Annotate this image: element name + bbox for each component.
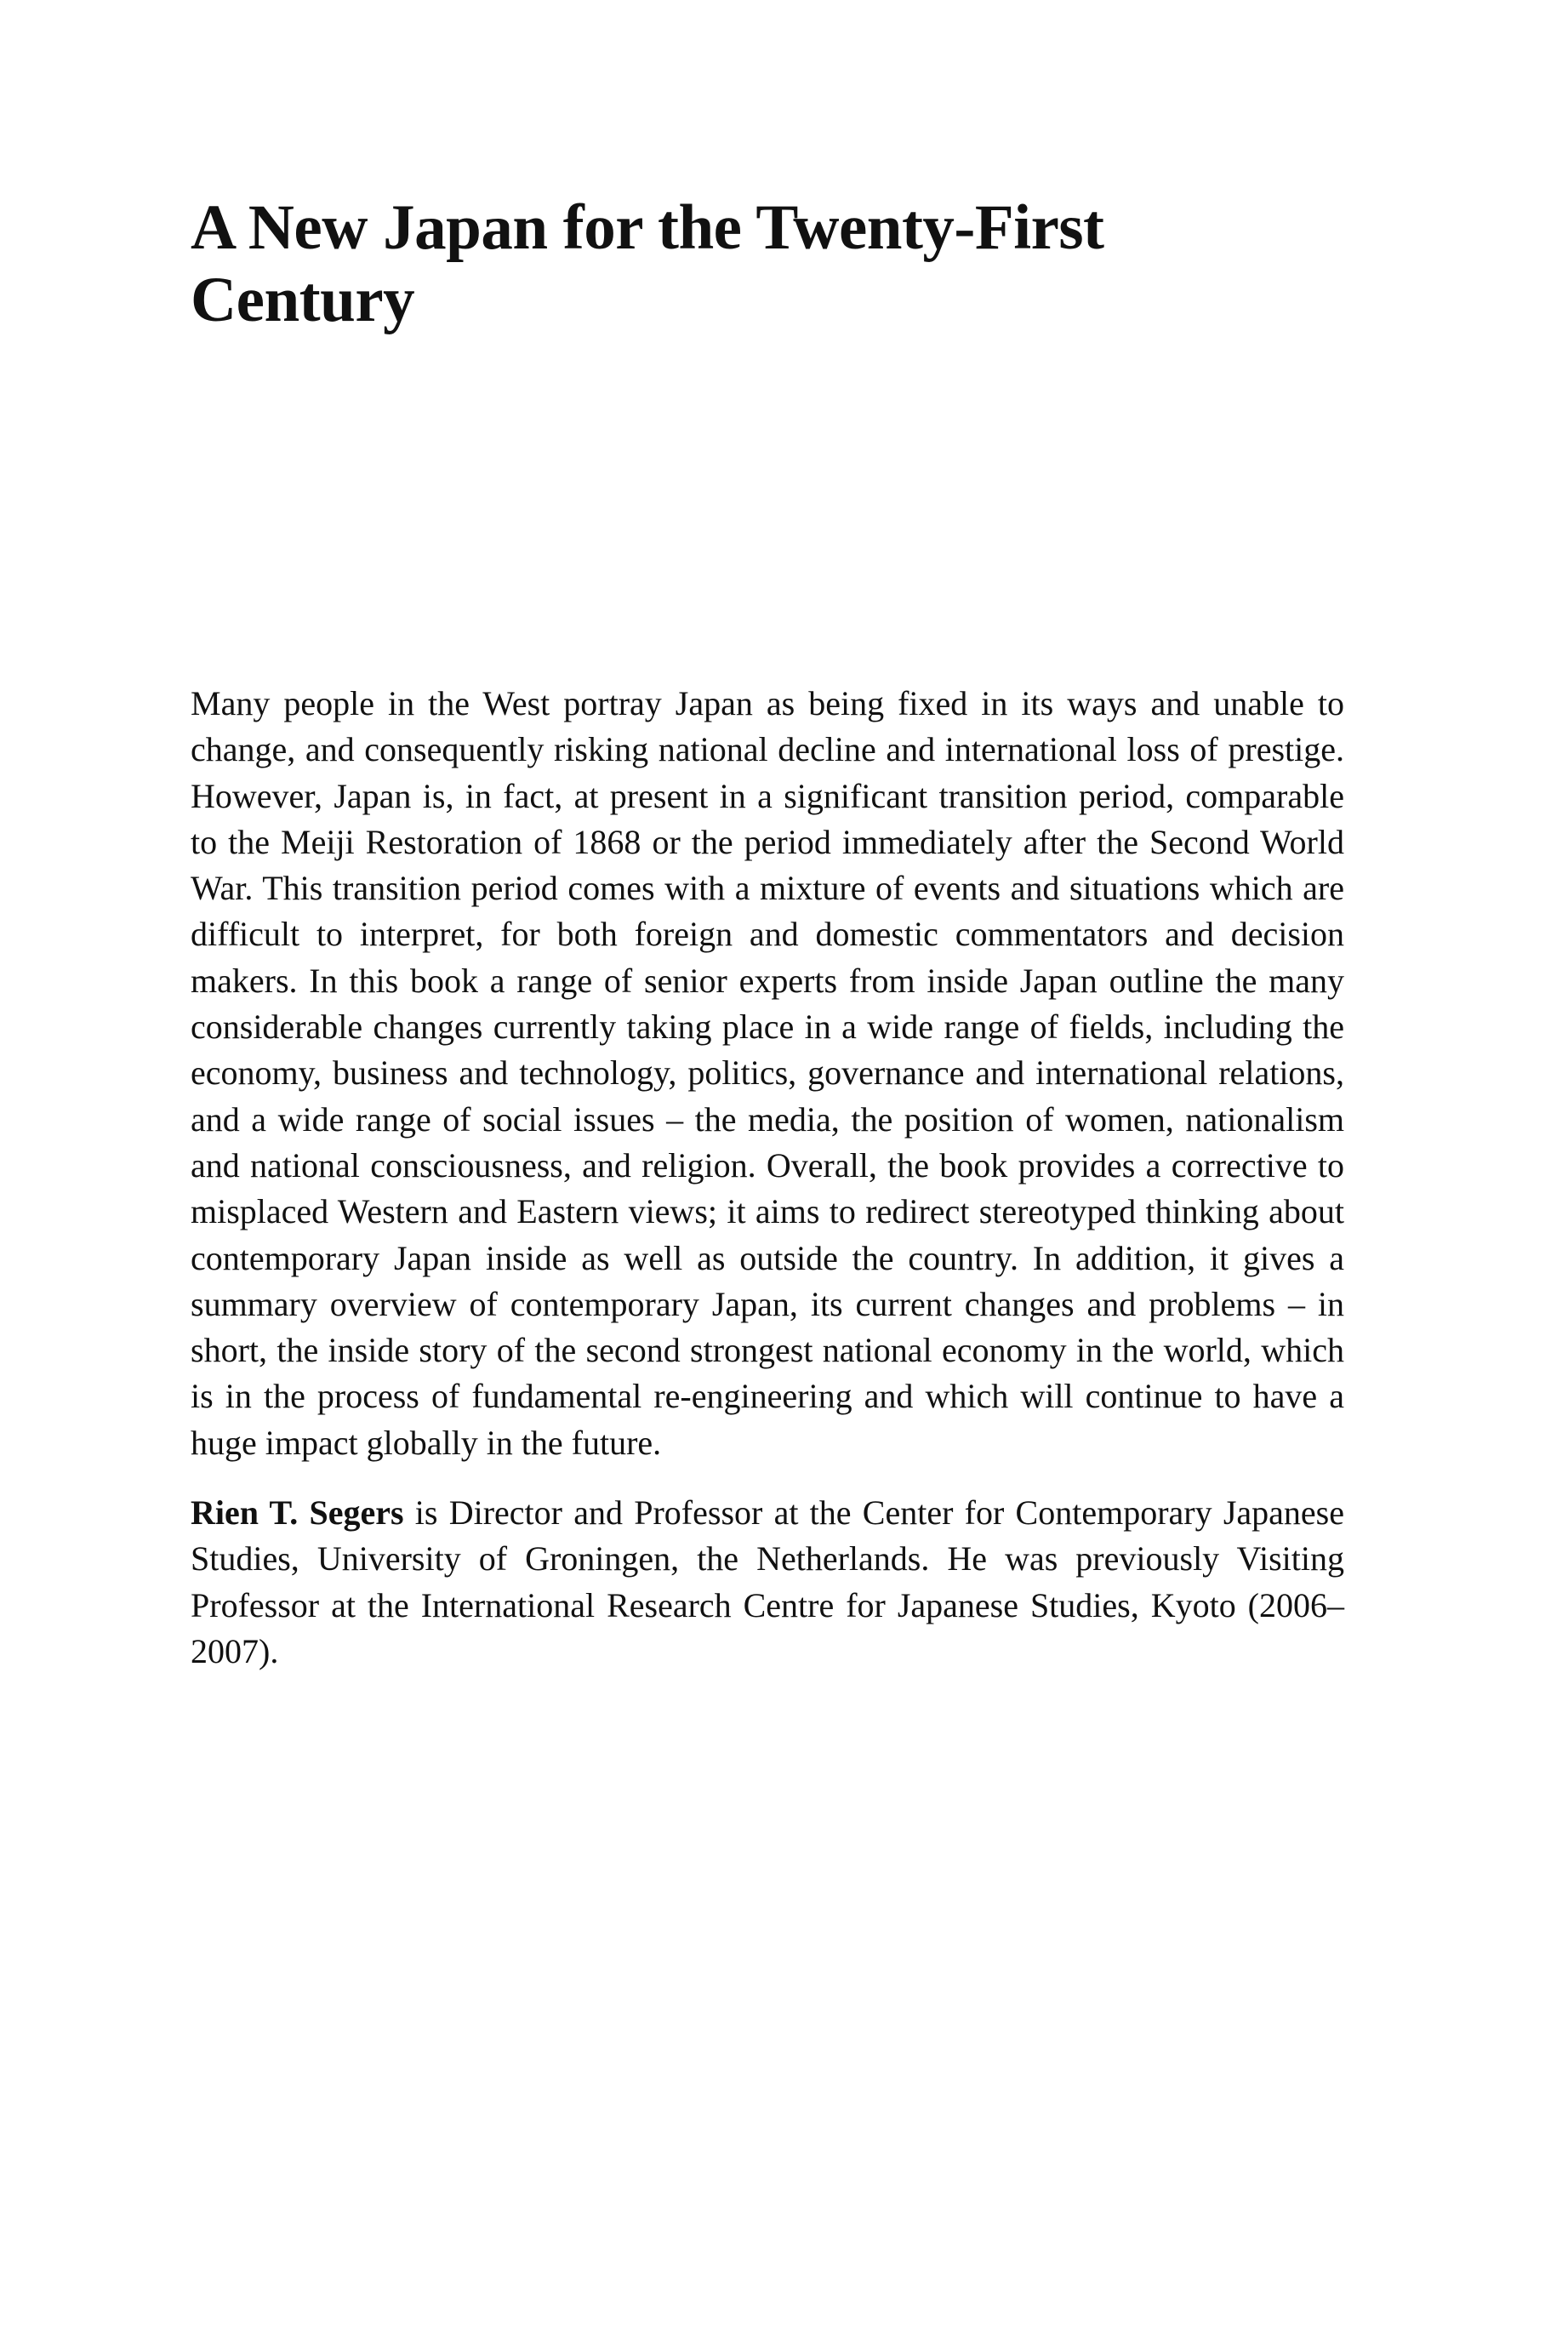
- author-bio: [191, 1490, 1344, 1675]
- book-description: Many people in the West portray Japan as being fixed in its ways and unable to change, and consequently risking national decline and international loss of prestige. However, Japan is, in fact, at present in a significant transition period, comparable to the Meiji Restoration of 1868 or the period immediately after the Second World War. This transition period comes with a mixture of events and situations which are difficult to interpret, for both foreign and domestic commentators and decision makers. In this book a range of senior experts from inside Japan outline the many considerable changes currently taking place in a wide range of fields, including the economy, business and technology, politics, governance and international relations, and a wide range of social issues – the media, the position of women, nationalism and national consciousness, and religion. Overall, the book provides a corrective to misplaced Western and Eastern views; it aims to redirect stereotyped thinking about contemporary Japan inside as well as outside the country. In addition, it gives a summary overview of contemporary Japan, its current changes and problems – in short, the inside story of the second strongest national economy in the world, which is in the process of fundamental re-engineering and which will continue to have a huge impact globally in the future.: [191, 684, 1344, 1462]
- book-title-line-2: Century: [191, 265, 415, 335]
- author-name: Rien T. Segers: [191, 1493, 404, 1533]
- book-title-line-1: A New Japan for the Twenty-First: [191, 192, 1104, 263]
- author-bio-text: is Director and Professor at the Center for Contemporary Japanese Studies, University of Groningen, the Netherlands. He was previously Visiting Professor at the International Research Centre for Japanese Studies, Kyoto (2006–2007).: [191, 1493, 1344, 1670]
- back-matter: [191, 681, 1344, 1675]
- book-title: [191, 191, 1212, 336]
